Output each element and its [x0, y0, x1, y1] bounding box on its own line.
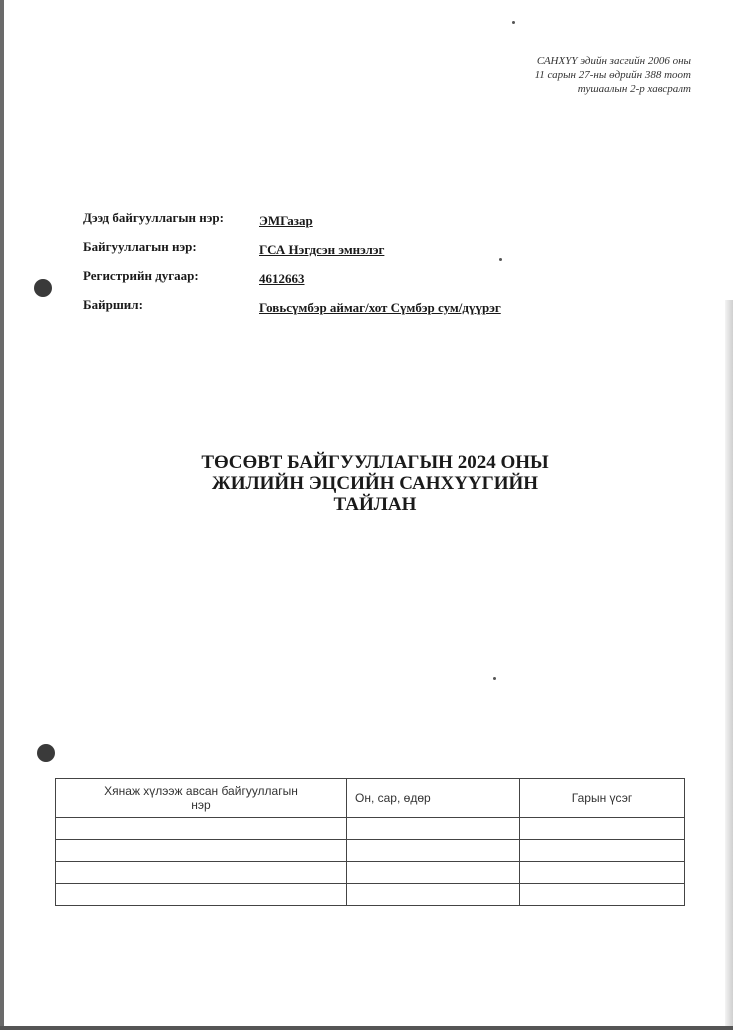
approval-table — [55, 778, 685, 906]
signature-cell[interactable] — [520, 862, 685, 884]
annex-note-line: 11 сарын 27-ны өдрийн 388 тоот — [534, 69, 691, 81]
column-header-organization-line1: Хянаж хүлээж авсан байгууллагын — [104, 784, 298, 798]
report-title-line: ЖИЛИЙН ЭЦСИЙН САНХҮҮГИЙН — [211, 473, 539, 494]
organization-cell[interactable] — [56, 862, 347, 884]
organization-cell[interactable] — [56, 818, 347, 840]
location-label: Байршил: — [83, 297, 143, 312]
scan-edge-left — [0, 0, 4, 1030]
scan-edge-bottom — [0, 1026, 733, 1030]
registry-label: Регистрийн дугаар: — [83, 268, 199, 283]
registry-value: 4612663 — [259, 271, 305, 286]
date-cell[interactable] — [347, 862, 520, 884]
report-title — [140, 452, 610, 515]
punch-hole-bottom — [37, 744, 55, 762]
organization-cell[interactable] — [56, 840, 347, 862]
organization-cell[interactable] — [56, 884, 347, 906]
annex-note-line: САНХҮҮ эдийн засгийн 2006 оны — [536, 55, 691, 67]
approval-table-header — [56, 779, 685, 818]
column-header-signature: Гарын үсэг — [520, 779, 685, 818]
report-title-line: ТАЙЛАН — [333, 494, 417, 515]
parent-org-value: ЭМГазар — [259, 213, 313, 228]
signature-cell[interactable] — [520, 818, 685, 840]
punch-hole-top — [34, 279, 52, 297]
signature-cell[interactable] — [520, 840, 685, 862]
annex-note-line: тушаалын 2-р хавсралт — [577, 83, 691, 95]
date-cell[interactable] — [347, 840, 520, 862]
org-name-label: Байгууллагын нэр: — [83, 239, 197, 254]
date-cell[interactable] — [347, 818, 520, 840]
table-row — [56, 884, 685, 906]
report-title-line: ТӨСӨВТ БАЙГУУЛЛАГЫН 2024 ОНЫ — [201, 452, 549, 473]
scan-speck — [499, 258, 502, 261]
column-header-organization-line2: нэр — [191, 798, 211, 812]
scan-speck — [493, 677, 496, 680]
location-value: Говьсүмбэр аймаг/хот Сүмбэр сум/дүүрэг — [259, 300, 501, 315]
scan-edge-right — [725, 300, 733, 1030]
table-row — [56, 862, 685, 884]
annex-note — [491, 54, 691, 96]
table-row — [56, 818, 685, 840]
column-header-organization — [56, 779, 347, 818]
org-name-value: ГСА Нэгдсэн эмнэлэг — [259, 242, 385, 257]
parent-org-label: Дээд байгууллагын нэр: — [83, 210, 224, 225]
column-header-date: Он, сар, өдөр — [347, 779, 520, 818]
signature-cell[interactable] — [520, 884, 685, 906]
table-row — [56, 840, 685, 862]
date-cell[interactable] — [347, 884, 520, 906]
scan-speck — [512, 21, 515, 24]
